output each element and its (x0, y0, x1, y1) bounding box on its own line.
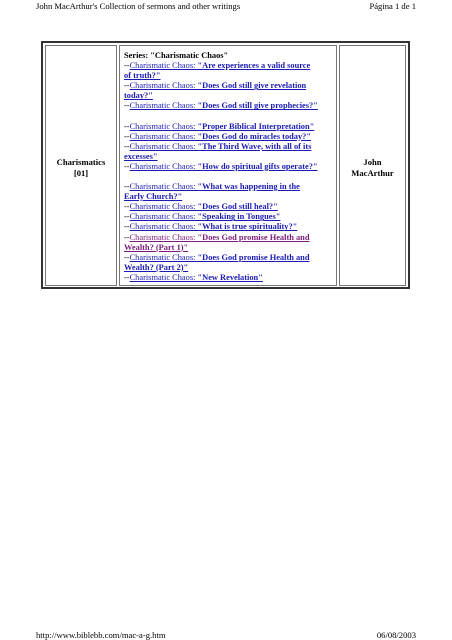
sermon-list-cell (119, 45, 337, 286)
sermon-link[interactable] (130, 142, 312, 151)
page-url: http://www.biblebb.com/mac-a-g.htm (36, 630, 166, 640)
sermon-link-title: "Does God still heal?" (197, 202, 278, 212)
sermon-link-title: "What is true spirituality?" (197, 222, 298, 232)
item-prefix: -- (124, 121, 130, 131)
sermon-link-title: "Does God do miracles today?" (197, 131, 312, 141)
sermon-list-item (124, 122, 334, 132)
sermon-link-series: Charismatic Chaos: (129, 252, 198, 262)
sermon-link[interactable] (130, 182, 300, 191)
item-prefix: -- (124, 141, 130, 151)
sermon-link-title-line2: today?" (124, 91, 153, 101)
sermon-list-item (124, 202, 334, 212)
sermon-link-continued[interactable] (124, 91, 153, 100)
item-prefix: -- (124, 212, 130, 222)
author-last-name: MacArthur (351, 168, 394, 178)
category-code: [01] (73, 168, 89, 178)
item-prefix: -- (124, 81, 130, 91)
sermon-link-series: Charismatic Chaos: (129, 161, 198, 171)
series-title: Series: "Charismatic Chaos" (124, 51, 229, 60)
sermon-list-item (124, 101, 334, 111)
sermon-list-item (124, 222, 334, 232)
sermon-link-series: Charismatic Chaos: (129, 61, 198, 71)
sermon-link-series: Charismatic Chaos: (129, 81, 198, 91)
sermon-link[interactable] (130, 202, 278, 211)
sermon-link-title-line2: Wealth? (Part 1)" (124, 242, 189, 252)
item-prefix: -- (124, 272, 130, 282)
group-spacer (124, 172, 334, 182)
sermon-link-title: "The Third Wave, with all of its (197, 141, 312, 151)
sermon-link-series: Charismatic Chaos: (129, 232, 198, 242)
sermon-link-series: Charismatic Chaos: (129, 182, 198, 192)
item-prefix: -- (124, 61, 130, 71)
sermon-link-title-line2: of truth?" (124, 71, 161, 81)
sermon-table (41, 41, 410, 289)
item-prefix: -- (124, 252, 130, 262)
sermon-link[interactable] (130, 212, 281, 221)
page-header-title: John MacArthur's Collection of sermons and other writings (36, 1, 241, 11)
sermon-link-continued[interactable] (124, 263, 188, 272)
sermon-link[interactable] (130, 81, 307, 90)
category-cell (45, 45, 117, 286)
sermon-link-title: "New Revelation" (197, 272, 263, 282)
sermon-link-title: "Speaking in Tongues" (197, 212, 281, 222)
item-prefix: -- (124, 101, 130, 111)
sermon-link-title: "Does God still give revelation (197, 81, 307, 91)
sermon-link[interactable] (130, 122, 315, 131)
page-date: 06/08/2003 (376, 630, 416, 640)
sermon-link-title: "How do spiritual gifts operate?" (197, 161, 318, 171)
item-prefix: -- (124, 222, 130, 232)
sermon-link-title: "Are experiences a valid source (197, 61, 311, 71)
sermon-link[interactable] (130, 253, 310, 262)
sermon-link-series: Charismatic Chaos: (129, 222, 198, 232)
sermon-link-series: Charismatic Chaos: (129, 202, 198, 212)
item-prefix: -- (124, 202, 130, 212)
author-cell (339, 45, 406, 286)
sermon-link-title: "Does God promise Health and (197, 252, 310, 262)
sermon-link-title: "What was happening in the (197, 182, 300, 192)
sermon-link-continued[interactable] (124, 71, 161, 80)
category-name: Charismatics (56, 157, 106, 167)
sermon-link-title-line2: Early Church?" (124, 192, 183, 202)
group-spacer (124, 112, 334, 122)
item-prefix: -- (124, 182, 130, 192)
sermon-link-continued[interactable] (124, 192, 182, 201)
sermon-list-item (124, 132, 334, 142)
sermon-link-title: "Does God promise Health and (197, 232, 310, 242)
sermon-link-title: "Does God still give prophecies?" (197, 101, 318, 111)
sermon-list-item (124, 233, 334, 253)
sermon-list-item (124, 273, 334, 283)
sermon-link-title-line2: Wealth? (Part 2)" (124, 262, 189, 272)
sermon-list-item (124, 61, 334, 81)
sermon-link-title-line2: excesses" (124, 151, 158, 161)
sermon-link[interactable] (130, 101, 318, 110)
sermon-link[interactable] (130, 61, 311, 70)
sermon-link-title: "Proper Biblical Interpretation" (197, 121, 315, 131)
item-prefix: -- (124, 161, 130, 171)
sermon-link-series: Charismatic Chaos: (129, 212, 198, 222)
sermon-list-item (124, 212, 334, 222)
sermon-link-series: Charismatic Chaos: (129, 141, 198, 151)
sermon-link[interactable] (130, 132, 311, 141)
item-prefix: -- (124, 232, 130, 242)
sermon-list-item (124, 81, 334, 101)
sermon-link-continued[interactable] (124, 243, 188, 252)
sermon-link[interactable] (130, 233, 310, 242)
sermon-list-item (124, 253, 334, 273)
sermon-link-continued[interactable] (124, 152, 157, 161)
author-first-name: John (363, 157, 382, 167)
sermon-list-item (124, 142, 334, 162)
sermon-link-series: Charismatic Chaos: (129, 121, 198, 131)
sermon-link[interactable] (130, 222, 298, 231)
sermon-link[interactable] (130, 162, 318, 171)
sermon-link-series: Charismatic Chaos: (129, 101, 198, 111)
page-number: Página 1 de 1 (369, 1, 416, 11)
sermon-link[interactable] (130, 273, 263, 282)
sermon-list-item (124, 162, 334, 172)
sermon-list-item (124, 182, 334, 202)
sermon-link-series: Charismatic Chaos: (129, 272, 198, 282)
sermon-link-series: Charismatic Chaos: (129, 131, 198, 141)
item-prefix: -- (124, 131, 130, 141)
